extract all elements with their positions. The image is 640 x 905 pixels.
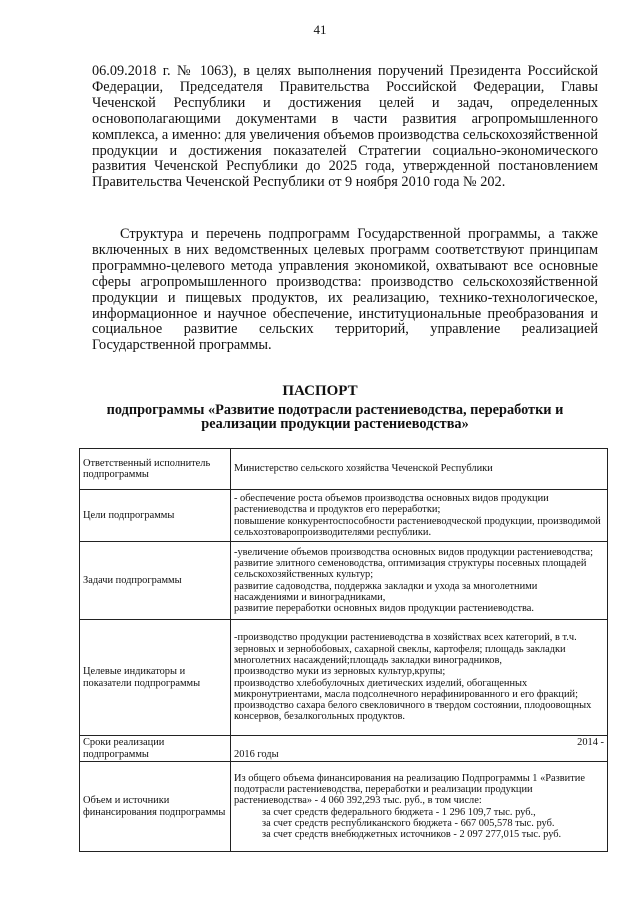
table-row bbox=[80, 736, 608, 762]
value-line: -увеличение объемов производства основных видов продукции растениеводства; развитие элитного семеноводства, оптимизация структуры посевных площадей сельскохозяйственных культур; bbox=[234, 546, 593, 581]
value-line: Из общего объема финансирования на реализацию Подпрограммы 1 «Развитие подотрасли растениеводства, переработки и реализации продукции растениеводства» - 4 060 392,293 тыс. руб., в том числе: bbox=[234, 772, 585, 807]
value-line: - обеспечение роста объемов производства основных видов продукции растениеводства и продуктов его переработки; bbox=[234, 492, 549, 516]
row-value bbox=[231, 449, 608, 490]
value-line: развитие переработки основных видов продукции растениеводства. bbox=[234, 603, 534, 615]
value-line: -производство продукции растениеводства в хозяйствах всех категорий, в т.ч. зерновых и зернобобовых, сахарной свеклы, картофеля; площадь закладки многолетних насаждений;площадь закладки виноградников, bbox=[234, 632, 577, 666]
value-line: производство хлебобулочных диетических изделий, обогащенных микронутриентами, масла подсолнечного нерафинированного и его фракций; производство сахара белого свекловичного в твердом состоянии, плодоовощных консервов, безалкогольных продуктов. bbox=[234, 677, 592, 723]
passport-subtitle: подпрограммы «Развитие подотрасли растениеводства, переработки и реализации продукции растениеводства» bbox=[106, 402, 564, 432]
body-paragraph: 06.09.2018 г. № 1063), в целях выполнения поручений Президента Российской Федерации, Председателя Правительства Российской Федерации, Главы Чеченской Республики и достижения целей и задач, определенных основополагающими документами в части развития агропромышленного комплекса, а именно: для увеличения объемов производства сельскохозяйственной продукции и достижения показателей Стратегии социально-экономического развития Чеченской Республики до 2025 года, утвержденной постановлением Правительства Чеченской Республики от 9 ноября 2010 года № 202. bbox=[92, 63, 598, 191]
row-value bbox=[231, 736, 608, 762]
funding-source: за счет средств федерального бюджета - 1 296 109,7 тыс. руб., bbox=[262, 806, 536, 818]
period-end: 2016 годы bbox=[234, 748, 279, 760]
table-row bbox=[80, 542, 608, 620]
table-row bbox=[80, 620, 608, 736]
passport-table bbox=[79, 448, 608, 852]
row-value bbox=[231, 620, 608, 736]
row-label: Ответственный исполнитель подпрограммы bbox=[80, 449, 231, 490]
period-start: 2014 - bbox=[577, 737, 604, 749]
row-label: Целевые индикаторы и показатели подпрограммы bbox=[80, 620, 231, 736]
row-value bbox=[231, 762, 608, 852]
row-label: Сроки реализации подпрограммы bbox=[80, 736, 231, 762]
row-label: Задачи подпрограммы bbox=[80, 542, 231, 620]
funding-source: за счет средств внебюджетных источников - 2 097 277,015 тыс. руб. bbox=[262, 829, 562, 841]
value-line: Министерство сельского хозяйства Чеченской Республики bbox=[234, 463, 493, 475]
table-row bbox=[80, 762, 608, 852]
funding-source: за счет средств республиканского бюджета - 667 005,578 тыс. руб. bbox=[262, 817, 555, 829]
row-label: Объем и источники финансирования подпрограммы bbox=[80, 762, 231, 852]
value-line: развитие садоводства, поддержка закладки и ухода за многолетними насаждениями и виноградниками, bbox=[234, 580, 538, 603]
body-paragraph: Структура и перечень подпрограмм Государственной программы, а также включенных в них ведомственных целевых программ соответствуют принципам программно-целевого метода управления экономикой, охватывают все основные сферы агропромышленного производства: производство сельскохозяйственной продукции и пищевых продуктов, их реализацию, технико-технологическое, информационное и научное обеспечение, институциональные преобразования и социальное развитие сельских территорий, управление реализацией Государственной программы. bbox=[92, 226, 598, 354]
value-line: производство муки из зерновых культур,крупы; bbox=[234, 666, 446, 678]
page-number: 41 bbox=[313, 22, 327, 37]
value-line: повышение конкурентоспособности растениеводческой продукции, производимой сельхозтоваропроизводителями республики. bbox=[234, 515, 601, 538]
passport-title: ПАСПОРТ bbox=[282, 383, 358, 399]
row-value bbox=[231, 542, 608, 620]
row-label: Цели подпрограммы bbox=[80, 490, 231, 542]
table-row bbox=[80, 490, 608, 542]
row-value bbox=[231, 490, 608, 542]
table-row bbox=[80, 449, 608, 490]
